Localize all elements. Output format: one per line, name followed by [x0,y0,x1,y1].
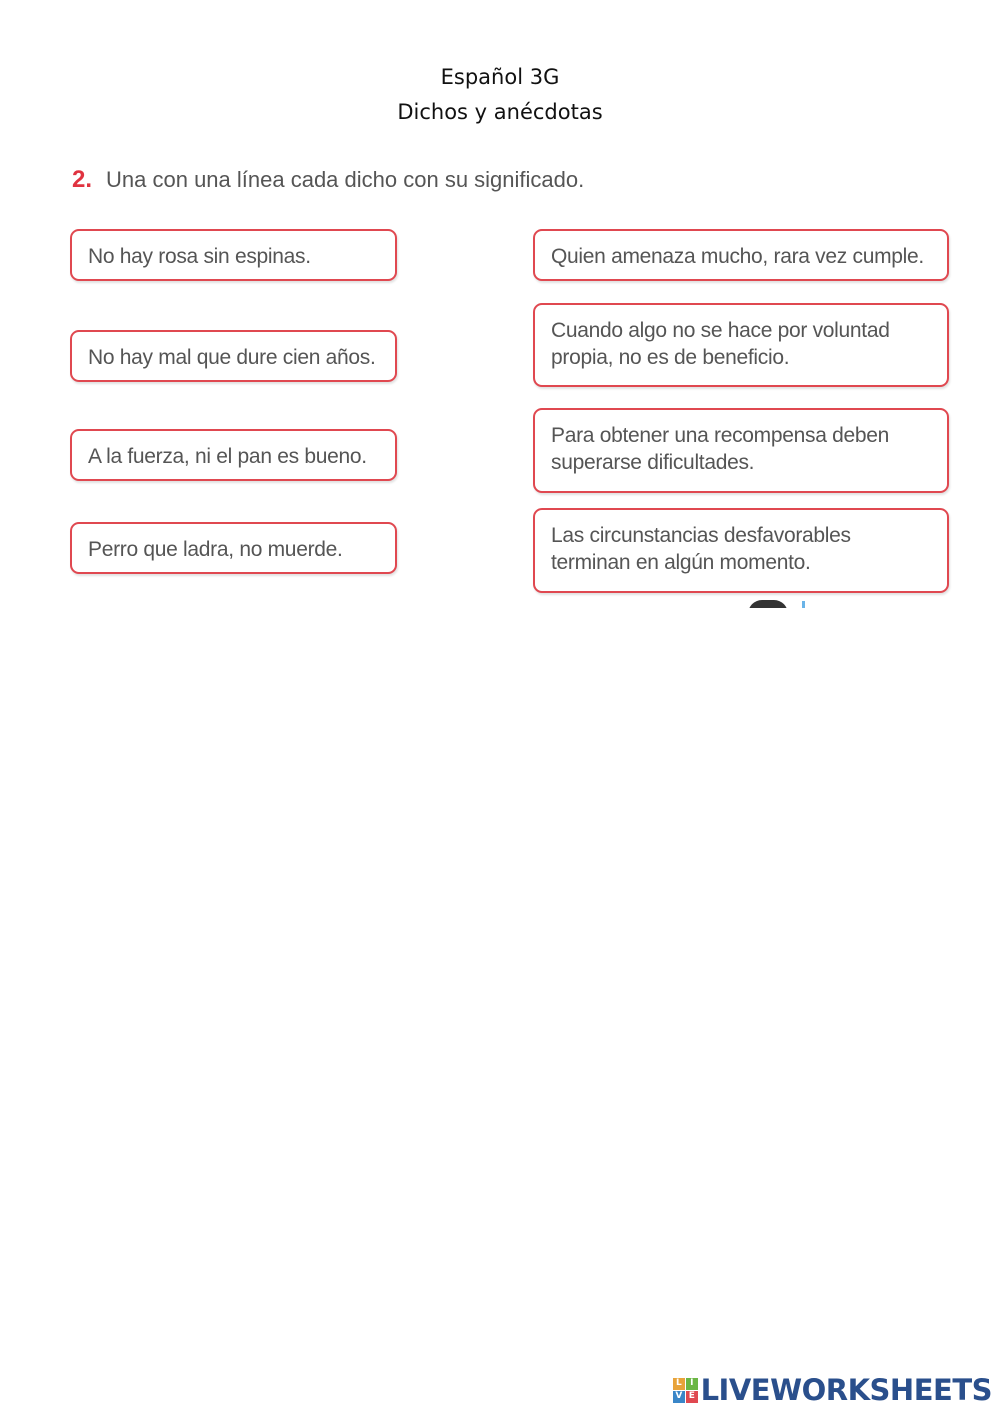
saying-card[interactable] [70,229,397,281]
saying-text: No hay mal que dure cien años. [88,346,376,369]
saying-card[interactable] [70,522,397,574]
meaning-card[interactable] [533,508,949,593]
worksheet-title: Dichos y anécdotas [397,100,603,124]
liveworksheets-logo-icon: L I V E [673,1378,698,1403]
meaning-card[interactable] [533,229,949,281]
meaning-text: Para obtener una recompensa deben superarse dificultades. [551,424,890,474]
saying-card[interactable] [70,330,397,382]
worksheet-header [0,60,1000,130]
exercise-instruction [72,166,584,194]
meaning-text: Quien amenaza mucho, rara vez cumple. [551,245,924,268]
liveworksheets-logo [673,1373,992,1407]
saying-card[interactable] [70,429,397,481]
saying-text: Perro que ladra, no muerde. [88,538,343,561]
blank-page-area [0,608,1000,1413]
exercise-number: 2. [72,166,93,193]
saying-text: No hay rosa sin espinas. [88,245,311,268]
instruction-text: Una con una línea cada dicho con su significado. [106,167,585,192]
saying-text: A la fuerza, ni el pan es bueno. [88,445,367,468]
meaning-text: Las circunstancias desfavorables terminan en algún momento. [551,524,851,574]
meaning-card[interactable] [533,408,949,493]
liveworksheets-logo-text: LIVEWORKSHEETS [700,1373,992,1407]
course-title: Español 3G [440,65,560,89]
meaning-text: Cuando algo no se hace por voluntad propia, no es de beneficio. [551,319,890,369]
meaning-card[interactable] [533,303,949,387]
